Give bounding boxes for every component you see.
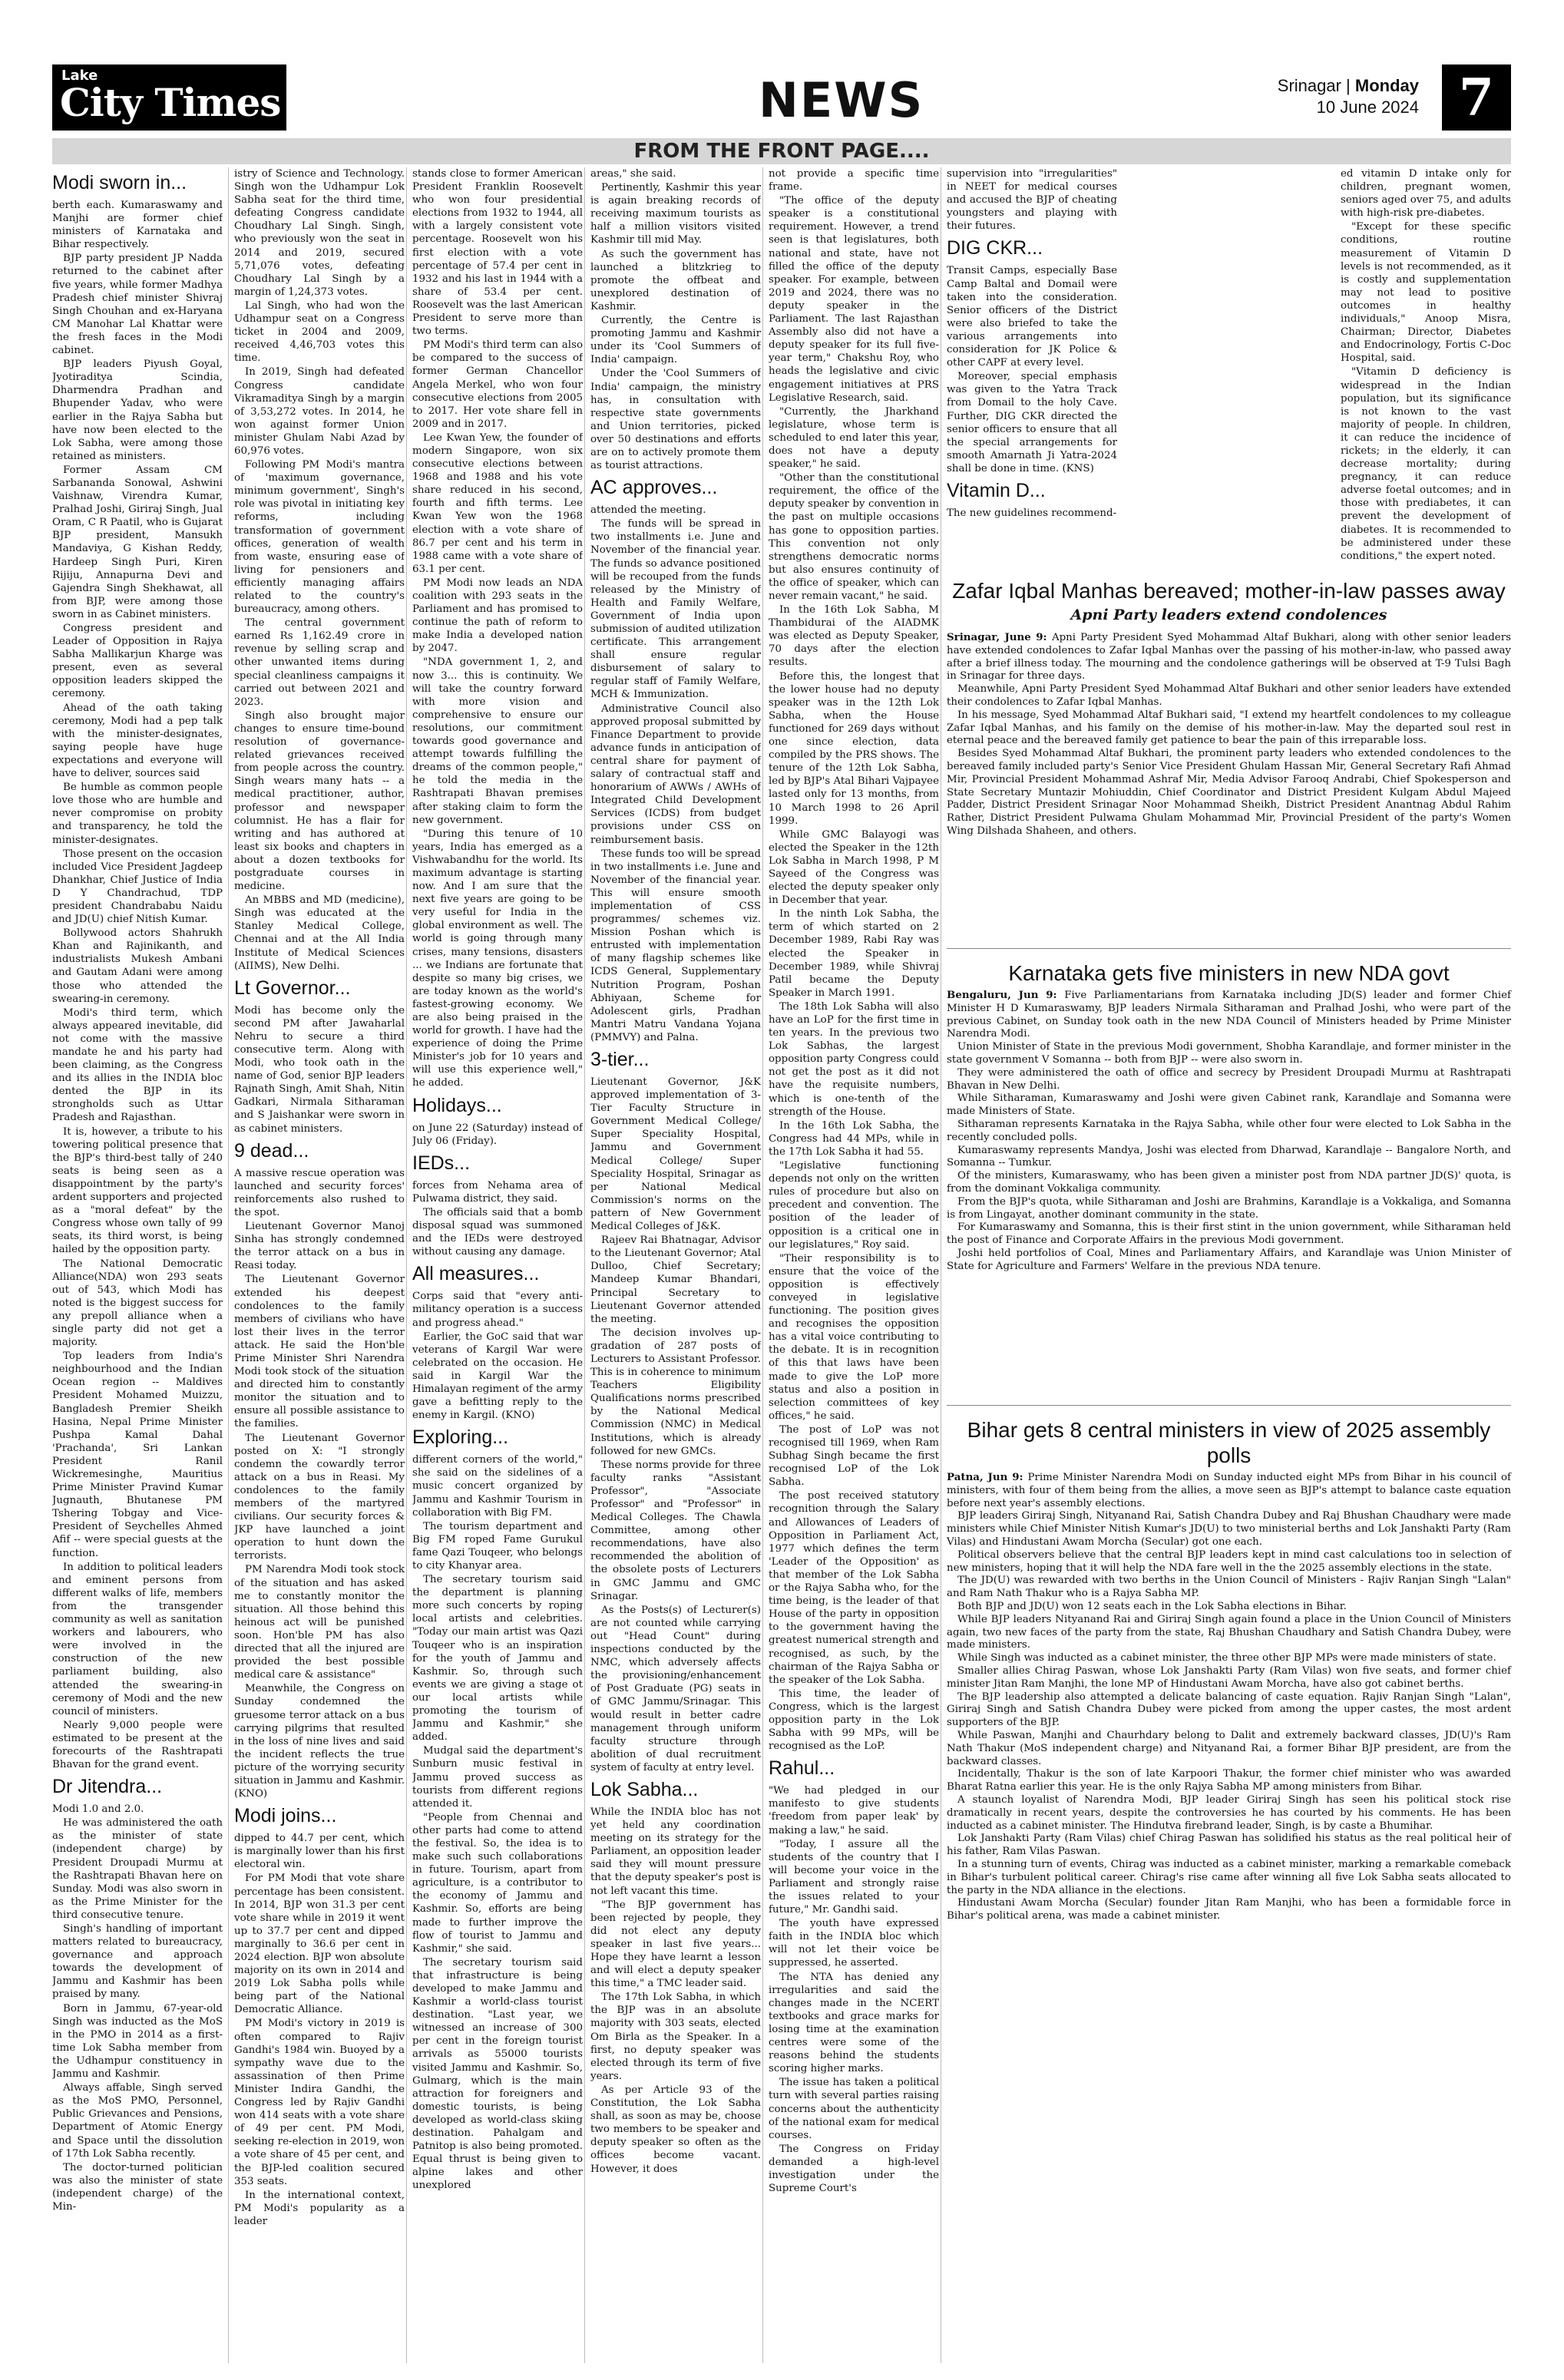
article-paragraph: In 2019, Singh had defeated Congress candidate Vikramaditya Singh by a margin of 3,53,272 votes. In 2014, he won against former Union minister Ghulam Nabi Azad by 60,976 votes. bbox=[234, 366, 405, 457]
article-paragraph: A massive rescue operation was launched and security forces' reinforcements also rushed to the spot. bbox=[234, 1167, 405, 1218]
article-paragraph: Always affable, Singh served as the MoS PMO, Personnel, Public Grievances and Pensions, Department of Atomic Energy and Space until the dissolution of 17th Lok Sabha recently. bbox=[52, 2082, 223, 2160]
article-paragraph-text: Five Parliamentarians from Karnataka including JD(S) leader and former Chief Minister H D Kumaraswamy, BJP leaders Nirmala Sitharaman and Pralhad Joshi, who were part of the previous Cabinet, on Sunday took oath in the new NDA Council of Ministers headed by Prime Minister Narendra Modi. bbox=[947, 990, 1511, 1040]
story-jump-heading: Dr Jitendra... bbox=[52, 1776, 163, 1798]
article-paragraph: The BJP leadership also attempted a delicate balancing of caste equation. Rajiv Ranjan Singh "Lalan", Giriraj Singh and Satish Chandra Dubey were picked from among the upper castes, the most ardent supporters of the BJP. bbox=[947, 1691, 1511, 1729]
article-paragraph: Singh's handling of important matters related to bureaucracy, governance and approach towards the development of Jammu and Kashmir has been praised by many. bbox=[52, 1923, 223, 2001]
article-paragraph: stands close to former American President Franklin Roosevelt who won four presidential elections from 1932 to 1944, all with a largely consistent vote percentage. Roosevelt won his first election with a vote percentage of 57.4 per cent in 1932 and his last in 1944 with a share of 53.4 per cent. Roosevelt was the last American President to serve more than two terms. bbox=[412, 168, 583, 338]
article-paragraph: PM Modi's victory in 2019 is often compared to Rajiv Gandhi's 1984 win. Buoyed by a sympathy wave due to the assassination of then Prime Minister Indira Gandhi, the Congress led by Rajiv Gandhi won 414 seats with a vote share of 49 per cent. PM Modi, seeking re-election in 2019, won a vote share of 45 per cent, and the BJP-led coalition secured 353 seats. bbox=[234, 2018, 405, 2187]
story-body bbox=[947, 1471, 1511, 1923]
article-paragraph: In the international context, PM Modi's popularity as a leader bbox=[234, 2189, 405, 2227]
article-paragraph: Besides Syed Mohammad Altaf Bukhari, the prominent party leaders who extended condolences to the bereaved family included party's Senior Vice President Ghulam Hassan Mir, General Secretary Rafi Ahmad Mir, Provincial President Mohammad Ashraf Mir, Media Advisor Farooq Andrabi, Chief Spokesperson and State Secretary Muntazir Mohiuddin, Chief Coordinator and District President Kulgam Abdul Majeed Padder, District President Srinagar Noor Mohammad Sheikh, District President Anantnag Abdul Rahim Rather, District President Pulwama Ghulam Mohammad Mir, Provincial President of the party's Women Wing Dilshada Shaheen, and others. bbox=[947, 748, 1511, 837]
article-paragraph: The Lieutenant Governor posted on X: "I strongly condemn the cowardly terror attack on a bus in Reasi. My condolences to the family members of the martyred civilians. Our security forces & JKP have launched a joint operation to hunt down the terrorists. bbox=[234, 1432, 405, 1562]
day-name: Monday bbox=[1354, 76, 1419, 95]
article-paragraph: The NTA has denied any irregularities and said the changes made in the NCERT textbooks and grace marks for losing time at the examination centres were some of the reasons behind the students scoring higher marks. bbox=[769, 1971, 939, 2075]
article-paragraph: PM Modi's third term can also be compared to the success of former German Chancellor Angela Merkel, who won four consecutive elections from 2005 to 2017. Her vote share fell in 2009 and in 2017. bbox=[412, 339, 583, 430]
article-paragraph: As the Posts(s) of Lecturer(s) are not counted while carrying out "Head Count" during inspections conducted by the NMC, which adversely affects the provisioning/enhancement of Post Graduate (PG) seats in of GMC Jammu/Srinagar. This would result in better cadre management through uniform faculty structure through abolition of dual recruitment system of faculty at entry level. bbox=[590, 1604, 761, 1773]
section-banner: FROM THE FRONT PAGE.... bbox=[52, 138, 1511, 164]
article-paragraph bbox=[947, 989, 1511, 1041]
article-paragraph: These funds too will be spread in two installments i.e. June and November of the financial year. This will ensure smooth implementation of CSS programmes/ schemes viz. Mission Poshan which is entrusted with implementation of many flagship schemes like ICDS General, Supplementary Nutrition Program, Poshan Abhiyaan, Scheme for Adolescent girls, Pradhan Mantri Matru Vandana Yojana (PMMVY) and Palna. bbox=[590, 848, 761, 1043]
column-1 bbox=[52, 167, 223, 2365]
article-paragraph: BJP party president JP Nadda returned to the cabinet after five years, while former Madhya Pradesh chief minister Shivraj Singh Chouhan and ex-Haryana CM Manohar Lal Khattar were the fresh faces in the Modi cabinet. bbox=[52, 253, 223, 357]
article-paragraph: Meanwhile, Apni Party President Syed Mohammad Altaf Bukhari and other senior leaders have extended their condolences to Zafar Iqbal Manhas. bbox=[947, 683, 1511, 708]
article-paragraph: The post received statutory recognition through the Salary and Allowances of Leaders of Opposition in Parliament Act, 1977 which defines the term 'Leader of the Opposition' as that member of the Lok Sabha or the Rajya Sabha who, for the time being, is the leader of that House of the party in opposition to the government having the greatest numerical strength and recognised, as such, by the chairman of the Rajya Sabha or the speaker of the Lok Sabha. bbox=[769, 1490, 939, 1686]
article-paragraph: The 18th Lok Sabha will also have an LoP for the first time in ten years. In the previous two Lok Sabhas, the largest opposition party Congress could not get the post as it did not have the requisite numbers, which is one-tenth of the strength of the House. bbox=[769, 1000, 939, 1118]
logo-top-text: Lake bbox=[61, 68, 98, 84]
story-jump-heading: Rahul... bbox=[769, 1757, 835, 1780]
article-paragraph: ed vitamin D intake only for children, pregnant women, seniors aged over 75, and adults with high-risk pre-diabetes. bbox=[1341, 168, 1511, 220]
article-paragraph: PM Narendra Modi took stock of the situation and has asked me to constantly monitor the situation. All those behind this heinous act will be punished soon. Hon'ble PM has also directed that all the injured are provided the best possible medical care & assistance" bbox=[234, 1564, 405, 1681]
article-paragraph: As such the government has launched a blitzkrieg to promote the offbeat and unexplored destination of Kashmir. bbox=[590, 248, 761, 312]
article-paragraph: They were administered the oath of office and secrecy by President Droupadi Murmu at Rashtrapati Bhavan in New Delhi. bbox=[947, 1066, 1511, 1092]
article-paragraph: The youth have expressed faith in the INDIA bloc which will not let their voice be suppressed, he asserted. bbox=[769, 1918, 939, 1969]
article-paragraph: The National Democratic Alliance(NDA) won 293 seats out of 543, which Modi has noted is the biggest success for any prepoll alliance when a single party did not get a majority. bbox=[52, 1258, 223, 1349]
article-paragraph: The Lieutenant Governor extended his deepest condolences to the family members of civilians who have lost their lives in the terror attack. He said the Hon'ble Prime Minister Shri Narendra Modi took stock of the situation and directed him to constantly monitor the situation and to ensure all possible assistance to the families. bbox=[234, 1274, 405, 1430]
article-paragraph: In the 16th Lok Sabha, the Congress had 44 MPs, while in the 17th Lok Sabha it had 55. bbox=[769, 1119, 939, 1158]
story-divider bbox=[947, 1405, 1511, 1406]
article-paragraph: Political observers believe that the central BJP leaders kept in mind cast calculations too in selection of new ministers, hoping that it will help the NDA fare well in the the 2025 assembly elections in the state. bbox=[947, 1549, 1511, 1574]
page-number: 7 bbox=[1442, 64, 1511, 131]
article-paragraph: The JD(U) was rewarded with two berths in the Union Council of Ministers - Rajiv Ranjan Singh "Lalan" and Ram Nath Thakur who is a Rajya Sabha MP. bbox=[947, 1575, 1511, 1600]
article-paragraph: "NDA government 1, 2, and now 3... this is continuity. We will take the country forward with more vision and comprehensive to ensure our resolutions, our commitment towards good governance and attempt towards fulfilling the dreams of the common people," he told the media in the Rashtrapati Bhavan premises after staking claim to form the new government. bbox=[412, 656, 583, 826]
story-karnataka bbox=[947, 954, 1511, 1274]
article-paragraph: For Kumaraswamy and Somanna, this is their first stint in the union government, while Sitharaman held the post of Finance and Corporate Affairs in the previous Modi government. bbox=[947, 1221, 1511, 1247]
article-paragraph: Administrative Council also approved proposal submitted by Finance Department to provide advance funds in anticipation of central share for payment of salary of contractual staff and honorarium of AWWs / AWHs of Integrated Child Development Services (ICDS) from budget provisions under CSS on reimbursement basis. bbox=[590, 702, 761, 846]
story-jump-heading: Exploring... bbox=[412, 1426, 509, 1449]
article-paragraph bbox=[947, 631, 1511, 683]
article-paragraph: on June 22 (Saturday) instead of July 06 (Friday). bbox=[412, 1122, 583, 1147]
story-divider bbox=[947, 948, 1511, 949]
article-paragraph: Mudgal said the department's Sunburn music festival in Jammu proved success as tourists from different regions attended it. bbox=[412, 1745, 583, 1810]
article-paragraph: Under the 'Cool Summers of India' campaign, the ministry has, in consultation with respective state governments and Union territories, picked over 50 destinations and efforts are on to actively promote them as tourist attractions. bbox=[590, 368, 761, 472]
article-paragraph: "Currently, the Jharkhand legislature, whose term is scheduled to end later this year, does not have a deputy speaker," he said. bbox=[769, 405, 939, 471]
article-paragraph bbox=[947, 1471, 1511, 1510]
column-2 bbox=[234, 167, 405, 2365]
article-paragraph: Of the ministers, Kumaraswamy, who has been given a minister post from NDA partner JD(S)' quota, is from the dominant Vokkaliga community. bbox=[947, 1170, 1511, 1195]
article-paragraph: Lal Singh, who had won the Udhampur seat on a Congress ticket in 2004 and 2009, received 4,46,703 votes this time. bbox=[234, 299, 405, 365]
article-paragraph: Rajeev Rai Bhatnagar, Advisor to the Lieutenant Governor; Atal Dulloo, Chief Secretary; Mandeep Kumar Bhandari, Principal Secretary to Lieutenant Governor attended the meeting. bbox=[590, 1235, 761, 1325]
article-paragraph: Be humble as common people love those who are humble and never compromise on probity and transparency, he told the minister-designates. bbox=[52, 782, 223, 846]
article-paragraph: areas," she said. bbox=[590, 168, 676, 180]
article-paragraph: Earlier, the GoC said that war veterans of Kargil War were celebrated on the occasion. He said in Kargil War the Himalayan regiment of the army gave a befitting reply to the enemy in Kargil. (KNO) bbox=[412, 1330, 583, 1422]
story-jump-heading: DIG CKR... bbox=[947, 237, 1043, 259]
article-paragraph: While Sitharaman, Kumaraswamy and Joshi were given Cabinet rank, Karandlaje and Somanna were made Ministers of State. bbox=[947, 1092, 1511, 1118]
article-paragraph: Union Minister of State in the previous Modi government, Shobha Karandlaje, and former minister in the state government V Somanna -- both from BJP -- were also sworn in. bbox=[947, 1041, 1511, 1066]
article-paragraph: Following PM Modi's mantra of 'maximum governance, minimum government', Singh's role was pivotal in initiating key reforms, including transformation of government offices, generation of wealth from waste, ensuring ease of living for pensioners and efficiently managing affairs related to the country's bureaucracy, among others. bbox=[234, 459, 405, 616]
article-paragraph: Pertinently, Kashmir this year is again breaking records of receiving maximum tourists as half a million visitors visited Kashmir till mid May. bbox=[590, 182, 761, 246]
article-paragraph: The decision involves up-gradation of 287 posts of Lecturers to Assistant Professor. This is in coherence to minimum Teachers Eligibility Qualifications norms prescribed by the National Medical Commission (NMC) in Medical Institutions, which is already followed for new GMCs. bbox=[590, 1327, 761, 1457]
article-paragraph: In addition to political leaders and eminent persons from different walks of life, members from the transgender community as well as sanitation workers and labourers, who were involved in the construction of the new parliament building, also attended the swearing-in ceremony of Modi and the new council of ministers. bbox=[52, 1561, 223, 1717]
article-paragraph: supervision into "irregularities" in NEET for medical courses and accused the BJP of cheating youngsters and playing with their futures. bbox=[947, 168, 1117, 233]
newspaper-logo bbox=[52, 64, 286, 131]
article-paragraph: Those present on the occasion included Vice President Jagdeep Dhankhar, Chief Justice of India D Y Chandrachud, TDP president Chandrababu Naidu and JD(U) chief Nitish Kumar. bbox=[52, 848, 223, 926]
article-paragraph: Modi has become only the second PM after Jawaharlal Nehru to secure a third consecutive term. Along with Modi, who took oath in the name of God, senior BJP leaders Rajnath Singh, Amit Shah, Nitin Gadkari, Nirmala Sitharaman and S Jaishankar were sworn in as cabinet ministers. bbox=[234, 1004, 405, 1135]
story-jump-heading: Modi joins... bbox=[234, 1805, 337, 1827]
story-jump-heading: 9 dead... bbox=[234, 1139, 309, 1162]
article-paragraph: The issue has taken a political turn with several parties raising concerns about the authenticity of the national exam for medical courses. bbox=[769, 2077, 939, 2141]
article-paragraph: The post of LoP was not recognised till 1969, when Ram Subhag Singh became the first recognised LoP of the Lok Sabha. bbox=[769, 1423, 939, 1489]
article-paragraph: different corners of the world," she said on the sidelines of a music concert organized by Jammu and Kashmir Tourism in collaboration with Big FM. bbox=[412, 1454, 583, 1519]
article-paragraph-text: Apni Party President Syed Mohammad Altaf Bukhari, along with other senior leaders have extended condolences to Zafar Iqbal Manhas over the passing of his mother-in-law, who passed away after a brief illness today. The mourning and the condolence gatherings will be observed at T-9 Tulsi Bagh in Srinagar for three days. bbox=[947, 632, 1512, 683]
column-divider bbox=[584, 167, 585, 2363]
story-jump-heading: IEDs... bbox=[412, 1152, 471, 1174]
article-paragraph: PM Modi now leads an NDA coalition with 293 seats in the Parliament and has promised to continue the path of reform to make India a developed nation by 2047. bbox=[412, 577, 583, 655]
article-paragraph: "Today, I assure all the students of the country that I will become your voice in the Parliament and strongly raise the issues related to your future," Mr. Gandhi said. bbox=[769, 1838, 939, 1916]
story-dateline: Bengaluru, Jun 9: bbox=[947, 989, 1065, 1001]
article-paragraph: forces from Nehama area of Pulwama district, they said. bbox=[412, 1179, 583, 1205]
article-paragraph: berth each. Kumaraswamy and Manjhi are former chief ministers of Karnataka and Bihar respectively. bbox=[52, 200, 223, 251]
article-paragraph: Sitharaman represents Karnataka in the Rajya Sabha, while other four were elected to Lok Sabha in the recently concluded polls. bbox=[947, 1118, 1511, 1143]
column-divider bbox=[762, 167, 763, 2363]
article-paragraph: Lee Kwan Yew, the founder of modern Singapore, won six consecutive elections between 1968 and 1988 and his vote share reduced in his second, fourth and fifth terms. Lee Kwan Yew won the 1968 election with a vote share of 86.7 per cent and his term in 1988 came with a vote share of 63.1 per cent. bbox=[412, 431, 583, 575]
article-paragraph: Ahead of the oath taking ceremony, Modi had a pep talk with the minister-designates, saying people have huge expectations and everyone will have to deliver, sources said bbox=[52, 702, 223, 780]
article-paragraph: "Vitamin D deficiency is widespread in the Indian population, but its significance is not known to the vast majority of people. In children, it can reduce the incidence of rickets; in the elderly, it can decrease mortality; during pregnancy, it can reduce adverse foetal outcomes; and in those with prediabetes, it can prevent the development of diabetes. It is recommended to be administered under these conditions," the expert noted. bbox=[1341, 366, 1511, 562]
article-paragraph: Modi's third term, which always appeared inevitable, did not come with the massive mandate he and his party had been claiming, as the Congress and its allies in the INDIA bloc dented the BJP in its strongholds such as Uttar Pradesh and Rajasthan. bbox=[52, 1007, 223, 1124]
article-paragraph: Former Assam CM Sarbananda Sonowal, Ashwini Vaishnaw, Virendra Kumar, Pralhad Joshi, Giriraj Singh, Jual Oram, C R Paatil, who is Gujarat BJP president, Mansukh Mandaviya, G Kishan Reddy, Hardeep Singh Puri, Kiren Rijiju, Annapurna Devi and Gajendra Singh Shekhawat, all from BJP, were among those sworn in as Cabinet ministers. bbox=[52, 464, 223, 620]
article-paragraph: Hindustani Awam Morcha (Secular) founder Jitan Ram Manjhi, who has been a formidable force in Bihar's political arena, was made a cabinet minister. bbox=[947, 1897, 1511, 1922]
article-paragraph: BJP leaders Piyush Goyal, Jyotiraditya Scindia, Dharmendra Pradhan and Bhupender Yadav, who were earlier in the Rajya Sabha but have now been elected to the Lok Sabha, were among those retained as ministers. bbox=[52, 359, 223, 462]
column-5 bbox=[769, 167, 939, 2365]
article-paragraph: The new guidelines recommend- bbox=[947, 507, 1117, 519]
masthead bbox=[52, 64, 1511, 138]
article-paragraph: Bollywood actors Shahrukh Khan and Rajinikanth, and industrialists Mukesh Ambani and Gautam Adani were among those who attended the swearing-in ceremony. bbox=[52, 927, 223, 1005]
column-6 bbox=[947, 167, 1117, 582]
article-paragraph: "The BJP government has been rejected by people, they did not elect any deputy speaker in last five years... Hope they have learnt a lesson and will elect a deputy speaker this time," a TMC leader said. bbox=[590, 1899, 761, 1990]
article-paragraph: Lieutenant Governor Manoj Sinha has strongly condemned the terror attack on a bus in Reasi today. bbox=[234, 1221, 405, 1272]
article-paragraph: While the INDIA bloc has not yet held any coordination meeting on its strategy for the Parliament, an opposition leader said they will mount pressure that the deputy speaker's post is not left vacant this time. bbox=[590, 1806, 761, 1897]
article-paragraph: He was administered the oath as the minister of state (independent charge) by President Droupadi Murmu at the Rashtrapati Bhavan here on Sunday. Modi was also sworn in as the Prime Minister for the third consecutive tenure. bbox=[52, 1817, 223, 1921]
story-jump-heading: AC approves... bbox=[590, 477, 718, 499]
article-paragraph: The officials said that a bomb disposal squad was summoned and the IEDs were destroyed without causing any damage. bbox=[412, 1206, 583, 1258]
article-paragraph: Joshi held portfolios of Coal, Mines and Parliamentary Affairs, and Karandlaje was Union Minister of State for Agriculture and Farmers' Welfare in the previous NDA tenure. bbox=[947, 1247, 1511, 1272]
story-headline: Bihar gets 8 central ministers in view of 2025 assembly polls bbox=[967, 1418, 1491, 1467]
article-paragraph: A staunch loyalist of Narendra Modi, BJP leader Giriraj Singh has seen his political stock rise dramatically in recent years, despite the controversies he has courted by his comments. He has been inducted as a cabinet minister. The Hindutva firebrand leader, Singh, is by caste a Bhumihar. bbox=[947, 1793, 1511, 1832]
story-body bbox=[947, 989, 1511, 1274]
article-paragraph: While Paswan, Manjhi and Chaurhdary belong to Dalit and extremely backward classes, JD(U)'s Ram Nath Thakur (MoS independent charge) and Nityanand Rai, a former Bihar BJP president, are from the backward classes. bbox=[947, 1729, 1511, 1767]
article-paragraph: dipped to 44.7 per cent, which is marginally lower than his first electoral win. bbox=[234, 1833, 405, 1871]
story-dateline: Patna, Jun 9: bbox=[947, 1471, 1028, 1483]
dateline: Srinagar | Monday 10 June 2024 bbox=[1277, 76, 1419, 117]
article-paragraph: Congress president and Leader of Opposition in Rajya Sabha Mallikarjun Kharge was present, even as several opposition leaders skipped the ceremony. bbox=[52, 623, 223, 700]
article-paragraph: As per Article 93 of the Constitution, the Lok Sabha shall, as soon as may be, choose two members to be speaker and deputy speaker so often as the offices become vacant. However, it does bbox=[590, 2084, 761, 2175]
article-paragraph: Currently, the Centre is promoting Jammu and Kashmir under its 'Cool Summers of India' campaign. bbox=[590, 315, 761, 366]
column-7 bbox=[1341, 167, 1511, 582]
article-paragraph: The doctor-turned politician was also the minister of state (independent charge) of the Min- bbox=[52, 2161, 223, 2213]
story-zafar bbox=[947, 572, 1511, 838]
article-paragraph: The tourism department and Big FM roped Fame Gurukul fame Qazi Touqeer, who belongs to city Khanyar area. bbox=[412, 1520, 583, 1572]
column-3 bbox=[412, 167, 583, 2365]
article-paragraph: "The office of the deputy speaker is a constitutional requirement. However, a trend seen is that legislatures, both national and state, have not filled the office of the deputy speaker. For example, between 2019 and 2024, there was no deputy speaker in the Parliament. The last Rajasthan Assembly also did not have a deputy speaker for its full five-year term," Chakshu Roy, who heads the legislative and civic engagement initiatives at PRS Legislative Research, said. bbox=[769, 195, 939, 404]
story-dateline: Srinagar, June 9: bbox=[947, 631, 1052, 643]
article-paragraph: Incidentally, Thakur is the son of late Karpoori Thakur, the former chief minister who was awarded Bharat Ratna earlier this year. He is the only Rajya Sabha MP among ministers from Bihar. bbox=[947, 1768, 1511, 1793]
story-body bbox=[947, 631, 1511, 838]
article-paragraph: Kumaraswamy represents Mandya, Joshi was elected from Dharwad, Karandlaje -- Bangalore North, and Somanna -- Tumkur. bbox=[947, 1144, 1511, 1169]
article-paragraph: In the ninth Lok Sabha, the term of which started on 2 December 1989, Rabi Ray was elected the Speaker in December 1989, while Shivraj Patil became the Deputy Speaker in March 1991. bbox=[769, 908, 939, 999]
article-paragraph: "Their responsibility is to ensure that the voice of the opposition is effectively conveyed in legislative functioning. The position gives and recognises the opposition has a vital voice contributing to the debate. It is in recognition of this that laws have been made to give the LoP more status and also a position in selection committees of key offices," he said. bbox=[769, 1252, 939, 1422]
article-paragraph: Smaller allies Chirag Paswan, whose Lok Janshakti Party (Ram Vilas) won five seats, and former chief minister Jitan Ram Manjhi, the lone MP of Hindustani Awam Morcha, have also got cabinet berths. bbox=[947, 1664, 1511, 1690]
article-paragraph: "People from Chennai and other parts had come to attend the festival. So, the idea is to make such such collaborations in future. Tourism, apart from agriculture, is a contributor to the economy of Jammu and Kashmir. So, efforts are being made to further improve the flow of tourist to Jammu and Kashmir," she said. bbox=[412, 1811, 583, 1955]
article-paragraph: While BJP leaders Nityanand Rai and Giriraj Singh again found a place in the Union Council of Ministers again, two new faces of the party from the state, Raj Bhushan Chaudhary and Satish Chandra Dubey, were made ministers. bbox=[947, 1613, 1511, 1651]
logo-main-text: City Times bbox=[60, 80, 281, 125]
article-paragraph: Both BJP and JD(U) won 12 seats each in the Lok Sabha elections in Bihar. bbox=[957, 1600, 1347, 1612]
article-paragraph-text: Prime Minister Narendra Modi on Sunday inducted eight MPs from Bihar in his council of ministers, with four of them being from the allies, a move seen as BJP's attempt to balance caste equation before next year's assembly elections. bbox=[947, 1472, 1512, 1509]
city-name: Srinagar bbox=[1277, 76, 1341, 95]
article-paragraph: Before this, the longest that the lower house had no deputy speaker was in the 12th Lok Sabha, when the House functioned for 269 days without one since election, data compiled by the PRS shows. The tenure of the 12th Lok Sabha, led by BJP's Atal Bihari Vajpayee lasted only for 13 months, from 10 March 1998 to 26 April 1999. bbox=[769, 670, 939, 827]
article-paragraph: BJP leaders Giriraj Singh, Nityanand Rai, Satish Chandra Dubey and Raj Bhushan Chaudhary were made ministers while Chief Minister Nitish Kumar's JD(U) to two ministerial berths and Lok Janshakti Party (Ram Vilas) and Hindustani Awam Morcha (Secular) got one each. bbox=[947, 1510, 1511, 1548]
story-subhead: Apni Party leaders extend condolences bbox=[1070, 607, 1387, 623]
article-paragraph: An MBBS and MD (medicine), Singh was educated at the Stanley Medical College, Chennai and at the All India Institute of Medical Sciences (AIIMS), New Delhi. bbox=[234, 894, 405, 972]
article-paragraph: In the 16th Lok Sabha, M Thambidurai of the AIADMK was elected as Deputy Speaker, 70 days after the election results. bbox=[769, 604, 939, 669]
story-headline: Karnataka gets five ministers in new NDA govt bbox=[1008, 961, 1450, 985]
story-jump-heading: Lok Sabha... bbox=[590, 1778, 699, 1800]
article-paragraph: The 17th Lok Sabha, in which the BJP was in an absolute majority with 303 seats, elected Om Birla as the Speaker. In a first, no deputy speaker was elected through its term of five years. bbox=[590, 1992, 761, 2082]
article-paragraph: "Except for these specific conditions, routine measurement of Vitamin D levels is not recommended, as it is costly and supplementation may not lead to positive outcomes in healthy individuals," Anoop Misra, Chairman; Director, Diabetes and Endocrinology, Fortis C-Doc Hospital, said. bbox=[1341, 221, 1511, 365]
article-paragraph: Modi 1.0 and 2.0. bbox=[52, 1803, 144, 1816]
article-paragraph: From the BJP's quota, while Sitharaman and Joshi are Brahmins, Karandlaje is a Vokkaliga, and Somanna is from Lingayat, another dominant community in the state. bbox=[947, 1195, 1511, 1221]
article-paragraph: While GMC Balayogi was elected the Speaker in the 12th Lok Sabha in March 1998, P M Sayeed of the Congress was elected the deputy speaker only in December that year. bbox=[769, 828, 939, 907]
article-paragraph: In his message, Syed Mohammad Altaf Bukhari said, "I extend my heartfelt condolences to my colleague Zafar Iqbal Manhas, and his family on the demise of his mother-in-law. May the departed soul rest in eternal peace and the bereaved family get patience to bear the pain of this irreparable loss. bbox=[947, 709, 1511, 747]
column-4 bbox=[590, 167, 761, 2365]
article-paragraph: Nearly 9,000 people were estimated to be present at the forecourts of the Rashtrapati Bhavan for the grand event. bbox=[52, 1719, 223, 1771]
story-headline: Zafar Iqbal Manhas bereaved; mother-in-law passes away bbox=[952, 579, 1506, 603]
story-jump-heading: Modi sworn in... bbox=[52, 172, 187, 193]
article-paragraph: Corps said that "every anti-militancy operation is a success and progress ahead." bbox=[412, 1291, 583, 1329]
article-paragraph: "We had pledged in our manifesto to give students 'freedom from paper leak' by making a law," he said. bbox=[769, 1785, 939, 1836]
article-paragraph: "Other than the constitutional requirement, the office of the deputy speaker by convention in the past on multiple occasions has gone to opposition parties. This convention not only strengthens democratic norms but also ensures continuity of the office of speaker, which can never remain vacant," he said. bbox=[769, 472, 939, 602]
article-paragraph: The funds will be spread in two installments i.e. June and November of the financial year. The funds so advance positioned will be recouped from the funds released by the Ministry of Health and Family Welfare, Government of India upon submission of audited utilization certificate. This arrangement shall ensure regular disbursement of salary to regular staff of Family Welfare, MCH & Immunization. bbox=[590, 518, 761, 701]
story-jump-heading: All measures... bbox=[412, 1263, 540, 1285]
story-jump-heading: 3-tier... bbox=[590, 1049, 650, 1070]
article-paragraph: "Legislative functioning depends not only on the written rules of procedure but also on precedent and convention. The position of the leader of opposition is a critical one in our legislatures," Roy said. bbox=[769, 1160, 939, 1251]
article-paragraph: Lieutenant Governor, J&K approved implementation of 3-Tier Faculty Structure in Government Medical College/ Super Speciality Hospital, Jammu and Government Medical College/ Super Speciality Hospital, Srinagar as per National Medical Commission's norms on the pattern of New Government Medical Colleges of J&K. bbox=[590, 1076, 761, 1233]
column-divider bbox=[228, 167, 229, 2363]
article-paragraph: Meanwhile, the Congress on Sunday condemned the gruesome terror attack on a bus carrying pilgrims that resulted in the loss of nine lives and said the incident reflects the true picture of the worrying security situation in Jammu and Kashmir. (KNO) bbox=[234, 1683, 405, 1800]
section-title: NEWS bbox=[759, 72, 924, 128]
article-paragraph: The secretary tourism said the department is planning more such concerts by roping local artists and celebrities. "Today our main artist was Qazi Touqeer who is an inspiration for the youth of Jammu and Kashmir. So, through such events we are giving a stage ot our local artists while promoting the tourism of Jammu and Kashmir," she added. bbox=[412, 1574, 583, 1744]
story-jump-heading: Lt Governor... bbox=[234, 977, 351, 999]
article-paragraph: Moreover, special emphasis was given to the Yatra Track from Domail to the holy Cave. Further, DIG CKR directed the senior officers to ensure that all the special arrangements for smooth Amarnath Ji Yatra-2024 shall be done in time. (KNS) bbox=[947, 371, 1117, 474]
article-paragraph: attended the meeting. bbox=[590, 504, 706, 517]
article-paragraph: "During this tenure of 10 years, India has emerged as a Vishwabandhu for the world. Its maximum advantage is starting now. And I am sure that the next five years are going to be very useful for India in the global environment as well. The world is going through many crises, many tensions, disasters ... we Indians are fortunate that despite so many big crises, we are today known as the world's fastest-growing economy. We are also being praised in the world for growth. I have had the experience of doing the Prime Minister's job for 10 years and will use this experience well," he added. bbox=[412, 828, 583, 1089]
article-paragraph: The Congress on Friday demanded a high-level investigation under the Supreme Court's bbox=[769, 2143, 939, 2195]
article-paragraph: The secretary tourism said that infrastructure is being developed to make Jammu and Kashmir a world-class tourist destination. "Last year, we witnessed an increase of 300 per cent in the foreign tourist arrivals as 55000 tourists visited Jammu and Kashmir. So, Gulmarg, which is the main attraction for foreigners and domestic tourists, is being developed as world-class skiing destination. Pahalgam and Patnitop is also being promoted. Equal thrust is being given to alpine lakes and other unexplored bbox=[412, 1956, 583, 2192]
article-paragraph: Transit Camps, especially Base Camp Baltal and Domail were taken into the consideration. Senior officers of the District were also briefed to take the various arrangements into consideration for JK Police & other CAPF at every level. bbox=[947, 265, 1117, 369]
story-jump-heading: Holidays... bbox=[412, 1094, 502, 1116]
article-paragraph: While Singh was inducted as a cabinet minister, the three other BJP MPs were made ministers of state. bbox=[957, 1652, 1496, 1664]
article-paragraph: istry of Science and Technology. Singh won the Udhampur Lok Sabha seat for the third time, defeating Congress candidate Choudhary Lal Singh. Singh, who previously won the seat in 2014 and 2019, secured 5,71,076 votes, defeating Choudhary Lal Singh by a margin of 1,24,373 votes. bbox=[234, 168, 405, 298]
article-paragraph: These norms provide for three faculty ranks "Assistant Professor", "Associate Professor" and "Professor" in Medical Colleges. The Chawla Committee, among other recommendations, have also recommended the abolition of the obsolete posts of Lecturers in GMC Jammu and GMC Srinagar. bbox=[590, 1459, 761, 1602]
article-paragraph: In a stunning turn of events, Chirag was inducted as a cabinet minister, marking a remarkable comeback in Bihar's turbulent political career. Chirag's rise came after winning all five Lok Sabha seats allocated to the party in the NDA alliance in the elections. bbox=[947, 1858, 1511, 1896]
issue-date: 10 June 2024 bbox=[1316, 98, 1419, 117]
article-paragraph: For PM Modi that vote share percentage has been consistent. In 2014, BJP won 31.3 per cent vote share while in 2019 it went up to 37.7 per cent and dipped marginally to 36.6 per cent in 2024 election. BJP won absolute majority on its own in 2014 and 2019 Lok Sabha polls while being part of the National Democratic Alliance. bbox=[234, 1873, 405, 2016]
article-paragraph: This time, the leader of Congress, which is the largest opposition party in the Lok Sabha with 99 MPs, will be recognised as the LoP. bbox=[769, 1687, 939, 1753]
article-paragraph: Top leaders from India's neighbourhood and the Indian Ocean region -- Maldives President Mohamed Muizzu, Bangladesh Premier Sheikh Hasina, Nepal Prime Minister Pushpa Kamal Dahal 'Prachanda', Sri Lankan President Ranil Wickremesinghe, Mauritius Prime Minister Pravind Kumar Jugnauth, Bhutanese PM Tshering Tobgay and Vice-President of Seychelles Ahmed Afif -- were special guests at the function. bbox=[52, 1350, 223, 1559]
article-paragraph: Singh also brought major changes to ensure time-bound resolution of governance-related grievances received from people across the country. Singh wears many hats -- a medical practitioner, author, professor and newspaper columnist. He has a flair for writing and has authored at least six books and chapters in about a dozen textbooks for postgraduate courses in medicine. bbox=[234, 709, 405, 893]
article-paragraph: not provide a specific time frame. bbox=[769, 168, 939, 193]
article-paragraph: Lok Janshakti Party (Ram Vilas) chief Chirag Paswan has solidified his status as the real political heir of his father, Ram Vilas Paswan. bbox=[947, 1833, 1511, 1858]
story-bihar bbox=[947, 1411, 1511, 1923]
article-paragraph: The central government earned Rs 1,162.49 crore in revenue by selling scrap and other unwanted items during special cleanliness campaigns it carried out between 2021 and 2023. bbox=[234, 617, 405, 708]
article-paragraph: It is, however, a tribute to his towering political presence that the BJP's third-best tally of 240 seats is being seen as a disappointment by the party's ardent supporters and projected as a "moral defeat" by the Congress whose own tally of 99 seats, its third worst, is being hailed by the opposition party. bbox=[52, 1126, 223, 1256]
article-paragraph: Born in Jammu, 67-year-old Singh was inducted as the MoS in the PMO in 2014 as a first-time Lok Sabha member from the Udhampur constituency in Jammu and Kashmir. bbox=[52, 2002, 223, 2081]
story-jump-heading: Vitamin D... bbox=[947, 479, 1046, 501]
column-divider bbox=[406, 167, 407, 2363]
